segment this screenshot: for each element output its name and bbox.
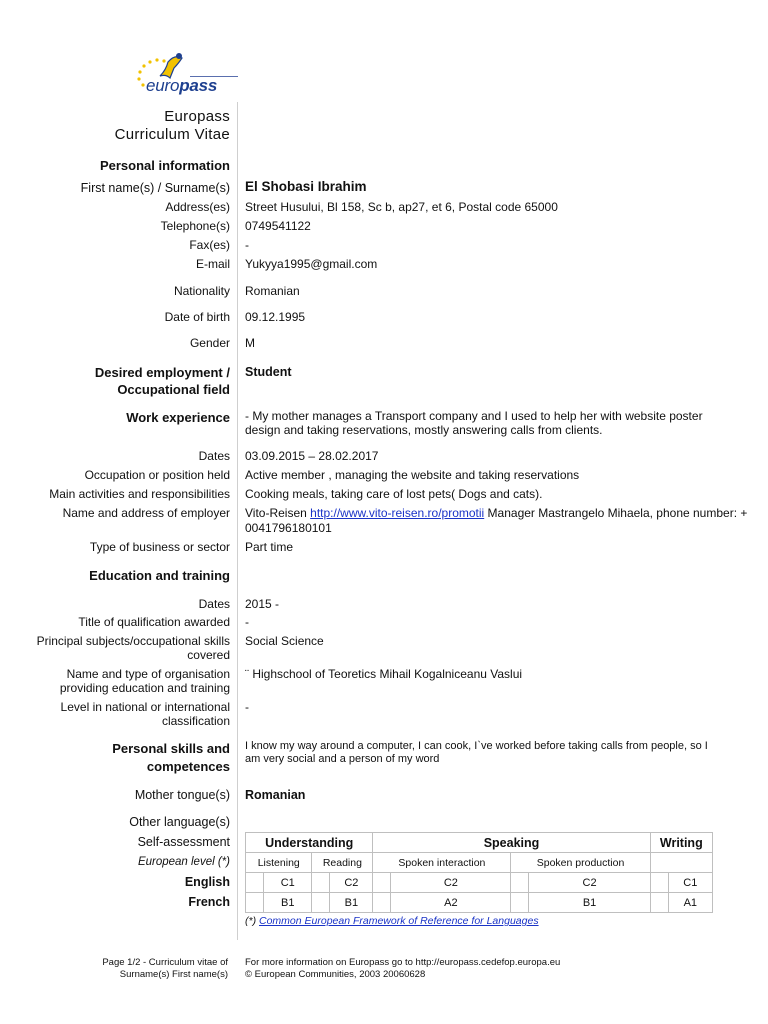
- header-line1: Europass: [164, 108, 230, 125]
- occupation-label: Occupation or position held: [84, 468, 230, 482]
- sub-writing: [650, 853, 712, 873]
- header-line2: Curriculum Vitae: [114, 126, 230, 143]
- skills-heading-1: Personal skills and: [112, 741, 230, 756]
- work-dates-label: Dates: [198, 449, 230, 463]
- cell-level: C1: [668, 873, 712, 893]
- desired-label-1: Desired employment /: [94, 365, 230, 380]
- cefr-link[interactable]: Common European Framework of Reference for Languages: [259, 915, 539, 927]
- skills-value: I know my way around a computer, I can cook, I`ve worked before taking calls from people, so I am very social and a person of my word: [245, 740, 708, 765]
- gender-label: Gender: [189, 336, 230, 350]
- language-table: [245, 832, 713, 913]
- european-level-label: European level (*): [137, 856, 230, 868]
- footer-right: For more information on Europass go to http://europass.cedefop.europa.eu © European Communities, 2003 20060628: [245, 957, 561, 980]
- activities-value: Cooking meals, taking care of lost pets( Dogs and cats).: [245, 487, 543, 501]
- desired-label-2: Occupational field: [117, 382, 230, 397]
- dob-label: Date of birth: [164, 310, 230, 324]
- address-label: Address(es): [165, 200, 230, 214]
- cell-level: C2: [529, 873, 650, 893]
- skills-heading-2: competences: [146, 759, 230, 774]
- gender-value: M: [245, 336, 255, 350]
- language-label-english: English: [184, 875, 230, 889]
- email-value[interactable]: Yukyya1995@gmail.com: [245, 257, 378, 271]
- table-row: [246, 873, 713, 893]
- employer-value: Vito-Reisen http://www.vito-reisen.ro/promotii Manager Mastrangelo Mihaela, phone number: +: [245, 506, 748, 520]
- cell-level: C2: [391, 873, 511, 893]
- cell-level: C2: [330, 873, 373, 893]
- org-value: ¨ Highschool of Teoretics Mihail Kogalniceanu Vaslui: [245, 667, 523, 681]
- header-writing: Writing: [650, 833, 712, 853]
- name-value: El Shobasi Ibrahim: [245, 179, 367, 194]
- education-heading: Education and training: [89, 568, 230, 583]
- qualification-value: -: [245, 615, 249, 629]
- language-label-french: French: [188, 895, 230, 909]
- dob-value: 09.12.1995: [245, 310, 306, 324]
- address-value: Street Husului, Bl 158, Sc b, ap27, et 6, Postal code 65000: [245, 200, 558, 214]
- activities-label: Main activities and responsibilities: [49, 487, 230, 501]
- table-row: [246, 893, 713, 913]
- subjects-label: Principal subjects/occupational skills covered: [36, 634, 230, 662]
- sub-listening: Listening: [246, 853, 312, 873]
- sub-spoken-production: Spoken production: [511, 853, 650, 873]
- occupation-value: Active member , managing the website and taking reservations: [245, 468, 580, 482]
- cell-level: A2: [391, 893, 511, 913]
- cell-level: C1: [264, 873, 312, 893]
- email-label: E-mail: [195, 257, 230, 271]
- subjects-value: Social Science: [245, 634, 324, 648]
- footnote: (*) Common European Framework of Reference for Languages: [245, 915, 539, 927]
- work-dates-value: 03.09.2015 – 28.02.2017: [245, 449, 379, 463]
- cell-level: B1: [330, 893, 373, 913]
- employer-link[interactable]: http://www.vito-reisen.ro/promotii: [310, 506, 485, 520]
- sub-spoken-interaction: Spoken interaction: [373, 853, 511, 873]
- personal-heading: Personal information: [99, 158, 230, 173]
- qualification-label: Title of qualification awarded: [78, 615, 230, 629]
- desired-value: Student: [245, 365, 292, 379]
- header-speaking: Speaking: [373, 833, 650, 853]
- employer-phone: 0041796180101: [245, 521, 332, 535]
- nationality-value: Romanian: [245, 284, 300, 298]
- org-label: Name and type of organisation providing education and training: [59, 667, 230, 695]
- mother-tongue-value: Romanian: [245, 788, 306, 802]
- name-label: First name(s) / Surname(s): [80, 181, 230, 195]
- level-value: -: [245, 700, 249, 714]
- mother-tongue-label: Mother tongue(s): [134, 788, 230, 802]
- table-subheader-row: [246, 853, 713, 873]
- work-heading: Work experience: [126, 410, 230, 425]
- sub-reading: Reading: [312, 853, 373, 873]
- header-understanding: Understanding: [246, 833, 373, 853]
- nationality-label: Nationality: [173, 284, 230, 298]
- edu-dates-value: 2015 -: [245, 597, 280, 611]
- business-value: Part time: [245, 540, 294, 554]
- self-assessment-label: Self-assessment: [137, 835, 230, 849]
- telephone-value: 0749541122: [245, 219, 311, 233]
- other-languages-label: Other language(s): [129, 815, 230, 829]
- business-label: Type of business or sector: [89, 540, 230, 554]
- telephone-label: Telephone(s): [160, 219, 230, 233]
- table-header-row: [246, 833, 713, 853]
- edu-dates-label: Dates: [198, 597, 230, 611]
- fax-value: -: [245, 238, 249, 252]
- fax-label: Fax(es): [189, 238, 230, 252]
- cell-level: B1: [264, 893, 312, 913]
- cell-level: A1: [668, 893, 712, 913]
- logo-wordmark: europass: [146, 76, 218, 95]
- level-label: Level in national or international classification: [60, 700, 230, 728]
- cell-level: B1: [529, 893, 650, 913]
- employer-label: Name and address of employer: [62, 506, 230, 520]
- column-divider: [237, 102, 238, 940]
- footer-left: Page 1/2 - Curriculum vitae of Surname(s) First name(s): [102, 957, 228, 980]
- work-summary: - My mother manages a Transport company and I used to help her with website poster design and taking reservations, mostly answering calls from clients.: [245, 409, 703, 437]
